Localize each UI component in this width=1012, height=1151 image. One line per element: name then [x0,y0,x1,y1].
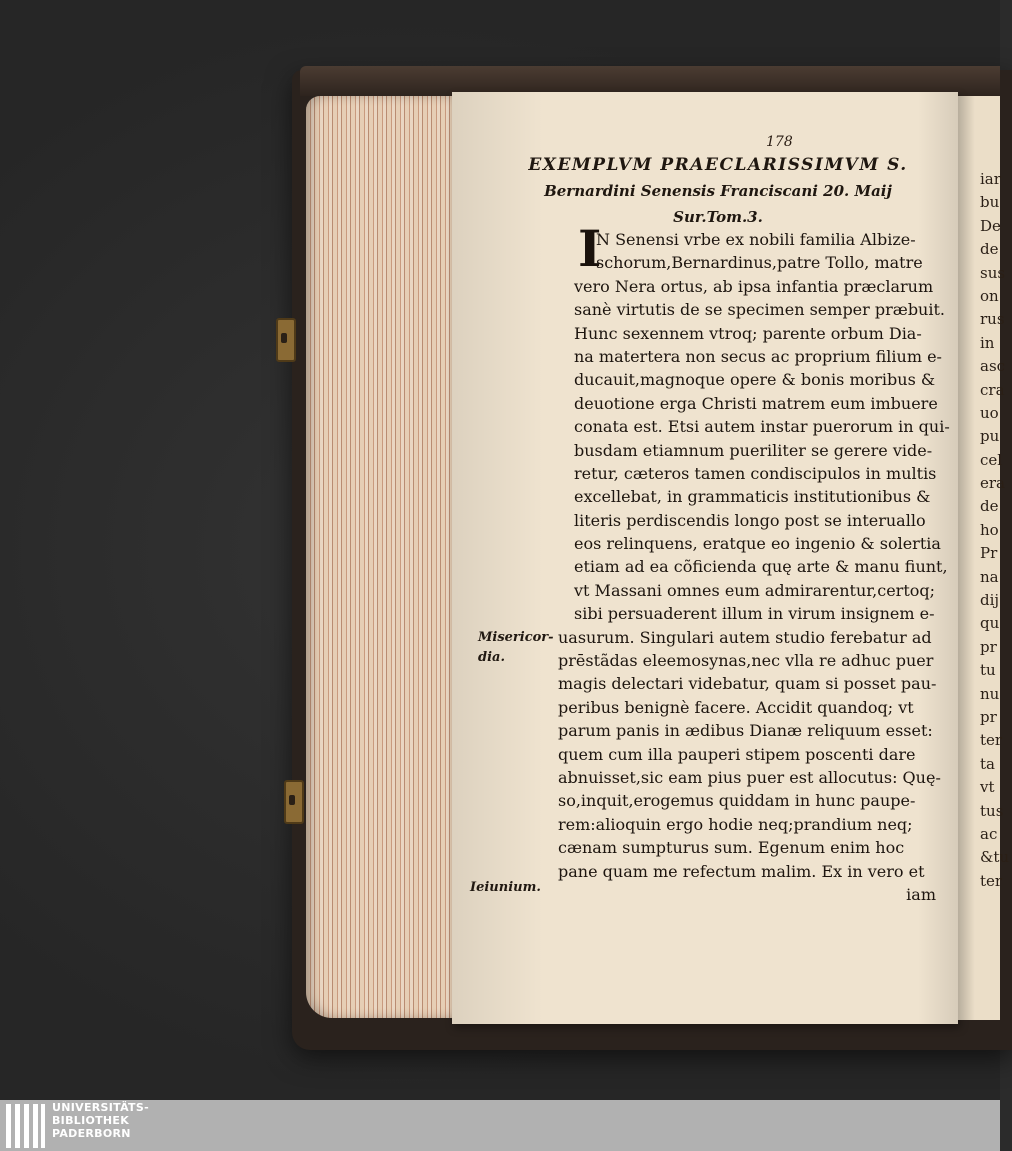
body-line: peribus benignè facere. Accidit quandoq; vt [558,697,914,717]
body-line: vero Nera ortus, ab ipsa infantia præclarum [574,276,934,296]
body-line: sanè virtutis de se specimen semper præbuit. [574,300,945,320]
body-line: quem cum illa pauperi stipem poscenti dare [558,744,916,764]
facing-page-fragment: sus [980,263,1006,282]
body-line: sibi persuaderent illum in virum insignem e- [574,604,935,624]
page-number: 178 [766,134,793,150]
catchword: iam [906,884,936,904]
body-line: N Senensi vrbe ex nobili familia Albize- [596,230,916,249]
footer-bar [0,1100,1000,1151]
facing-page-fragment: vt [980,778,995,797]
facing-page-text [980,168,1010,893]
body-line: ducauit,magnoque opere & bonis moribus & [574,370,936,390]
body-line: parum panis in ædibus Dianæ reliquum esset: [558,721,933,741]
facing-page-fragment: ac [980,824,998,843]
margin-note: dia. [478,650,505,665]
logo-line: PADERBORN [52,1127,131,1140]
facing-page-fragment: ter [980,871,1003,890]
body-line: magis delectari videbatur, quam si posset pau- [558,674,937,694]
facing-page-fragment: tus [980,801,1004,820]
facing-page-fragment: &tu [980,848,1010,867]
body-line: cænam sumpturus sum. Egenum enim hoc [558,838,905,858]
facing-page-fragment: ho [980,520,999,539]
facing-page-fragment: cra [980,380,1005,399]
clasp-icon [276,318,296,362]
body-line: busdam etiamnum pueriliter se gerere vide- [574,440,933,460]
facing-page-fragment: pu [980,427,1000,446]
margin-note: Misericor- [478,630,554,645]
body-line: uasurum. Singulari autem studio ferebatur ad [558,627,932,647]
body-line: pane quam me refectum malim. Ex in vero et [558,861,925,881]
facing-page-fragment: de [980,497,999,516]
facing-page-fragment: nu [980,684,1000,703]
facing-page-fragment: on [980,286,999,305]
body-line: literis perdiscendis longo post se interuallo [574,510,926,530]
body-line: deuotione erga Christi matrem eum imbuere [574,393,938,413]
facing-page-fragment: rus [980,310,1005,329]
body-line: eos relinquens, eratque eo ingenio & solertia [574,534,941,554]
facing-page-fragment: dij [980,591,1000,610]
facing-page-fragment: tu [980,661,996,680]
facing-page-fragment: qu [980,614,1000,633]
facing-page-fragment: cel [980,450,1003,469]
facing-page-fragment: pr [980,637,997,656]
facing-page-fragment: de [980,240,999,259]
facing-page-fragment: iar [980,170,1001,188]
heading-line-3: Sur.Tom.3. [673,208,763,226]
facing-page-fragment: in [980,333,995,352]
body-line: conata est. Etsi autem instar puerorum in qui- [574,417,950,437]
logo-line: BIBLIOTHEK [52,1114,130,1127]
facing-page-fragment: ter [980,731,1003,750]
facing-page-fragment: asc [980,357,1006,376]
facing-page-fragment: pr [980,707,997,726]
body-line: prēstãdas eleemosynas,nec vlla re adhuc puer [558,651,934,671]
facing-page-fragment: ta [980,754,995,773]
logo-line: UNIVERSITÄTS- [52,1101,149,1114]
facing-page-fragment: era [980,474,1005,493]
body-line: vt Massani omnes eum admirarentur,certoq; [574,580,936,600]
margin-note: Ieiunium. [470,880,541,895]
body-line: rem:alioquin ergo hodie neq;prandium neq; [558,814,913,834]
facing-page-fragment: uo [980,403,999,422]
body-line: Hunc sexennem vtroq; parente orbum Dia- [574,323,922,343]
facing-page-fragment: De [980,216,1001,235]
heading-line-2: Bernardini Senensis Franciscani 20. Maij [544,182,892,200]
body-line: excellebat, in grammaticis institutionibus & [574,487,931,507]
drop-cap: I [578,219,602,278]
facing-page-fragment: bu [980,193,1000,212]
page-edges [306,96,466,1018]
library-logo-text [52,1101,149,1140]
body-line: schorum,Bernardinus,patre Tollo, matre [596,253,923,273]
body-line: so,inquit,erogemus quiddam in hunc paupe- [558,791,916,811]
body-text [558,219,950,906]
facing-page-fragment: Pr [980,544,998,563]
body-line: retur, cæteros tamen condiscipulos in multis [574,463,937,483]
heading-line-1: EXEMPLVM PRAECLARISSIMVM S. [528,155,908,175]
body-line: etiam ad ea cõficienda quę arte & manu fiunt, [574,557,948,577]
library-logo-icon [6,1104,46,1148]
body-line: na matertera non secus ac proprium filium e- [574,346,942,366]
facing-page-fragment: na [980,567,999,586]
body-line: abnuisset,sic eam pius puer est allocutus: Quę- [558,767,941,787]
clasp-icon [284,780,304,824]
